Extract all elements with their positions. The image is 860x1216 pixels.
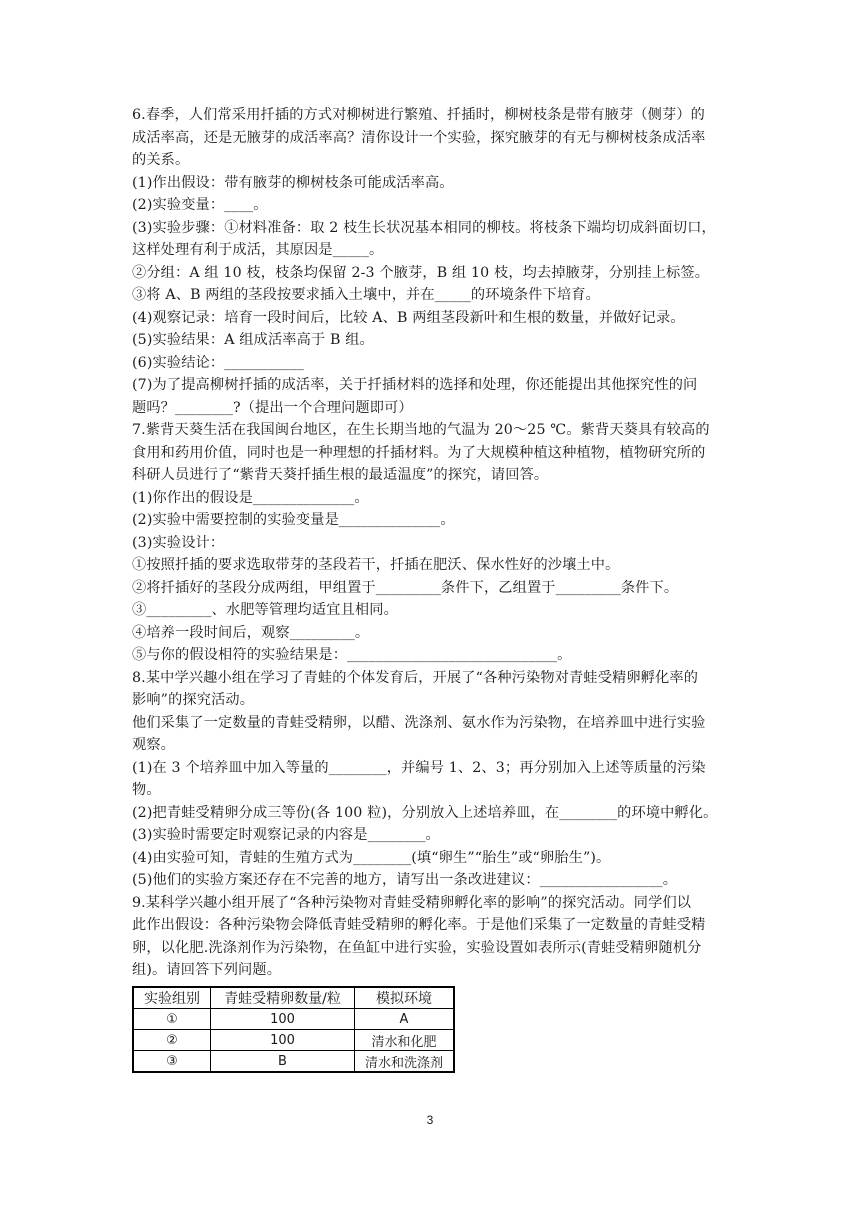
text-line: 他们采集了一定数量的青蛙受精卵，以醋、洗涤剂、氨水作为污染物，在培养皿中进行实验 [132,714,706,731]
text-line: 组)。请回答下列问题。 [132,962,282,978]
text-line: 这样处理有利于成活，其原因是_____。 [132,242,384,258]
text-line: (3)实验设计： [132,534,225,551]
text-line: (6)实验结论：___________ [132,354,304,371]
text-line: 卵，以化肥.洗涤剂作为污染物，在鱼缸中进行实验，实验设置如表所示(青蛙受精卵随机分 [132,939,702,956]
text-line: (2)把青蛙受精卵分成三等份(各 100 粒)，分别放入上述培养皿，在________的环境中孵化。 [132,804,718,821]
page-number: 3 [426,1113,434,1127]
text-line: ③将 A、B 两组的茎段按要求插入土壤中，并在_____的环境条件下培育。 [132,287,600,303]
text-line: (1)你作出的假设是______________。 [132,489,369,506]
text-line: 9.某科学兴趣小组开展了“各种污染物对青蛙受精卵孵化率的影响”的探究活动。同学们以 [132,894,692,911]
text-line: (5)实验结果：A 组成活率高于 B 组。 [132,332,374,348]
text-line: 物。 [132,782,161,798]
text-line: ④培养一段时间后，观察_________。 [132,624,370,641]
text-line: ②将扦插好的茎段分成两组，甲组置于_________条件下，乙组置于_________条件下。 [132,579,679,596]
text-line: 此作出假设：各种污染物会降低青蛙受精卵的孵化率。于是他们采集了一定数量的青蛙受精 [132,917,706,933]
table-cell: ① [133,1009,211,1030]
text-line: (1)在 3 个培养皿中加入等量的________，并编号 1、2、3；再分别加入上述等质量的污染 [132,759,706,776]
text-line: 食用和药用价值，同时也是一种理想的扦插材料。为了大规模种植这种植物，植物研究所的 [132,444,706,461]
text-line: (5)他们的实验方案还存在不完善的地方，请写出一条改进建议：_________________。 [132,872,678,888]
table-header-cell: 青蛙受精卵数量/粒 [211,987,355,1009]
text-line: (2)实验变量：____。 [132,197,268,213]
table-cell: B [211,1051,355,1073]
text-line: 成活率高，还是无腋芽的成活率高？清你设计一个实验，探究腋芽的有无与柳树枝条成活率 [132,129,706,146]
text-line: ①按照扦插的要求选取带芽的茎段若干，扦插在肥沃、保水性好的沙壤土中。 [132,557,620,573]
table-cell: 清水和洗涤剂 [355,1051,455,1073]
table-cell: 清水和化肥 [355,1030,455,1051]
text-line: 的关系。 [132,152,190,168]
text-line: (1)作出假设：带有腋芽的柳树枝条可能成活率高。 [132,174,454,191]
table-cell: A [355,1009,455,1030]
text-line: (3)实验时需要定时观察记录的内容是________。 [132,827,440,843]
text-line: 6.春季，人们常采用扦插的方式对柳树进行繁殖、扦插时，柳树枝条是带有腋芽（侧芽）的 [132,107,706,123]
table-header-cell: 模拟环境 [355,987,455,1009]
table-row [133,1030,454,1051]
table-header-cell: 实验组别 [133,987,211,1009]
text-line: (7)为了提高柳树扦插的成活率，关于扦插材料的选择和处理，你还能提出其他探究性的问 [132,377,698,393]
text-line: ③_________、水肥等管理均适宜且相同。 [132,602,398,618]
table-cell: 100 [211,1030,355,1051]
text-line: (2)实验中需要控制的实验变量是______________。 [132,512,455,528]
text-line: 题吗？________?（提出一个合理问题即可） [132,399,413,416]
text-line: ⑤与你的假设相符的实验结果是：_____________________________。 [132,647,572,663]
table-header-row [133,987,454,1009]
table-row [133,1051,454,1073]
text-line: 7.紫背天葵生活在我国闽台地区，在生长期当地的气温为 20～25 ℃。紫背天葵具有较高的 [132,422,710,438]
table-row [133,1009,454,1030]
table-cell: ② [133,1030,211,1051]
document-body [132,104,732,982]
text-line: (3)实验步骤：①材料准备：取 2 枝生长状况基本相同的柳枝。将枝条下端均切成斜面切口， [132,219,716,236]
text-line: ②分组：A 组 10 枝，枝条均保留 2-3 个腋芽，B 组 10 枝，均去掉腋芽，分别挂上标签。 [132,264,710,281]
table-cell: 100 [211,1009,355,1030]
text-line: 影响”的探究活动。 [132,692,255,708]
table-cell: ③ [133,1051,211,1073]
text-line: 8.某中学兴趣小组在学习了青蛙的个体发育后，开展了“各种污染物对青蛙受精卵孵化率的 [132,669,699,686]
text-line: (4)由实验可知，青蛙的生殖方式为________(填“卵生”“胎生”或“卵胎生”)。 [132,849,611,866]
text-line: 科研人员进行了“紫背天葵扦插生根的最适温度”的探究，请回答。 [132,467,549,483]
text-line: 观察。 [132,737,176,753]
text-line: (4)观察记录：培育一段时间后，比较 A、B 两组茎段新叶和生根的数量，并做好记录。 [132,309,685,326]
experiment-table [132,986,455,1073]
